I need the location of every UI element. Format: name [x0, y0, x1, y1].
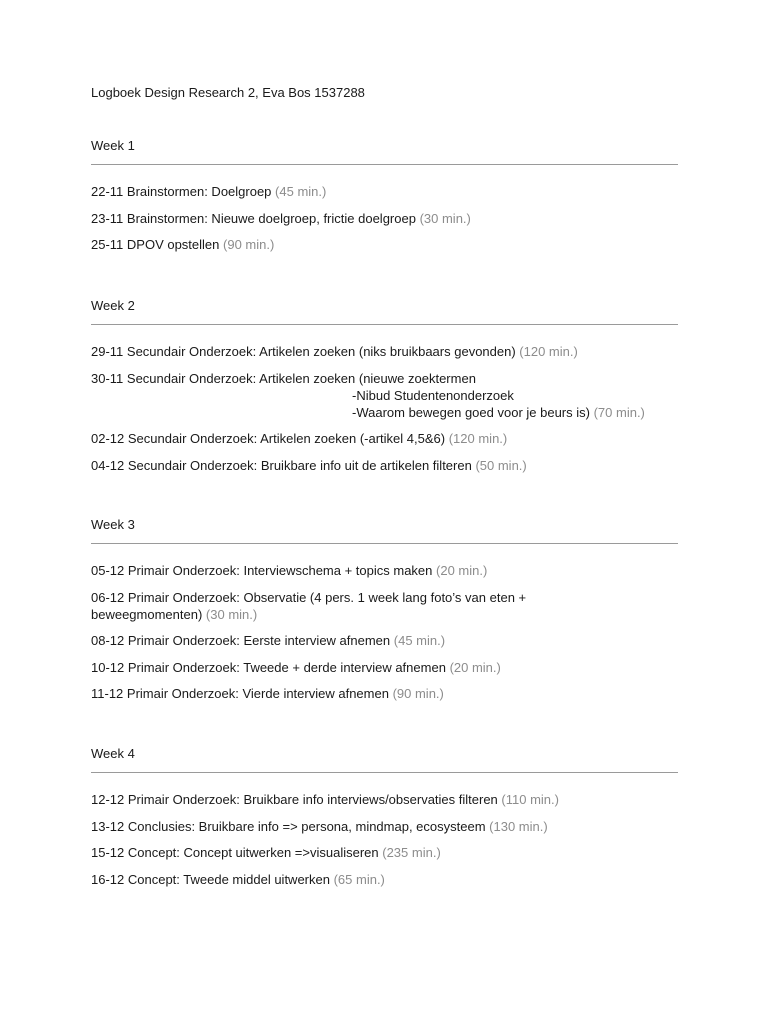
log-entry — [91, 791, 678, 808]
entry-duration: (90 min.) — [223, 237, 275, 252]
entry-text: 05-12 Primair Onderzoek: Interviewschema + topics maken — [91, 563, 433, 578]
entry-duration: (65 min.) — [333, 871, 385, 887]
entry-duration: (110 min.) — [501, 792, 559, 807]
log-entry — [91, 871, 678, 888]
divider — [91, 772, 678, 773]
week-section-3 — [91, 516, 678, 712]
log-entry — [91, 430, 678, 447]
entry-duration: (120 min.) — [519, 344, 578, 359]
entry-text: 02-12 Secundair Onderzoek: Artikelen zoeken (-artikel 4,5&6) — [91, 431, 446, 446]
entry-text: 08-12 Primair Onderzoek: Eerste interview afnemen — [91, 633, 391, 648]
entry-duration: (30 min.) — [419, 210, 471, 226]
log-entry — [91, 370, 678, 421]
entry-text: 23-11 Brainstormen: Nieuwe doelgroep, frictie doelgroep — [91, 210, 416, 226]
log-entry — [91, 685, 678, 702]
entry-text: 25-11 DPOV opstellen — [91, 237, 220, 252]
week-section-2 — [91, 297, 678, 483]
log-entry — [91, 844, 678, 861]
log-entry — [91, 632, 678, 649]
week-heading: Week 3 — [91, 517, 135, 532]
divider — [91, 324, 678, 325]
week-section-4 — [91, 745, 678, 897]
entry-text: 10-12 Primair Onderzoek: Tweede + derde interview afnemen — [91, 659, 446, 675]
log-entry — [91, 236, 678, 253]
divider — [91, 164, 678, 165]
entry-list — [91, 791, 678, 888]
entry-duration: (235 min.) — [382, 845, 441, 860]
log-entry — [91, 183, 678, 200]
entry-duration: (45 min.) — [393, 633, 446, 648]
week-heading: Week 2 — [91, 298, 135, 313]
week-heading: Week 1 — [91, 138, 135, 153]
entry-text: 12-12 Primair Onderzoek: Bruikbare info interviews/observaties filteren — [91, 792, 498, 807]
entry-text: 13-12 Conclusies: Bruikbare info => persona, mindmap, ecosysteem — [91, 818, 486, 834]
entry-duration: (130 min.) — [489, 818, 548, 834]
entry-text: 29-11 Secundair Onderzoek: Artikelen zoeken (niks bruikbaars gevonden) — [91, 344, 520, 359]
entry-list — [91, 562, 678, 702]
week-section-1 — [91, 137, 678, 263]
entry-list — [91, 343, 678, 474]
entry-duration: (50 min.) — [475, 457, 527, 473]
log-entry — [91, 659, 678, 676]
entry-subline-text: -Waarom bewegen goed voor je beurs is) — [352, 404, 590, 420]
entry-duration: (45 min.) — [275, 184, 327, 199]
entry-duration: (70 min.) — [593, 404, 645, 420]
log-entry — [91, 210, 678, 227]
log-entry — [91, 562, 678, 579]
log-entry — [91, 343, 678, 360]
entry-text: 06-12 Primair Onderzoek: Observatie (4 pers. 1 week lang foto’s van eten + beweegmomenten) — [91, 589, 527, 622]
document-title: Logboek Design Research 2, Eva Bos 1537288 — [91, 85, 365, 100]
log-entry — [91, 818, 678, 835]
log-entry — [91, 457, 678, 474]
entry-duration: (30 min.) — [205, 606, 258, 622]
entry-subline: -Nibud Studentenonderzoek — [352, 387, 514, 403]
entry-text: 15-12 Concept: Concept uitwerken =>visualiseren — [91, 845, 379, 860]
entry-text: 04-12 Secundair Onderzoek: Bruikbare info uit de artikelen filteren — [91, 457, 472, 473]
entry-duration: (20 min.) — [449, 659, 501, 675]
entry-text: 30-11 Secundair Onderzoek: Artikelen zoeken (nieuwe zoektermen — [91, 370, 476, 386]
entry-duration: (120 min.) — [448, 431, 508, 446]
entry-text: 22-11 Brainstormen: Doelgroep — [91, 184, 272, 199]
entry-text: 16-12 Concept: Tweede middel uitwerken — [91, 871, 330, 887]
week-heading: Week 4 — [91, 746, 135, 761]
divider — [91, 543, 678, 544]
log-entry — [91, 589, 591, 623]
entry-duration: (20 min.) — [436, 563, 488, 578]
entry-duration: (90 min.) — [392, 686, 444, 701]
entry-text: 11-12 Primair Onderzoek: Vierde interview afnemen — [91, 686, 389, 701]
entry-list — [91, 183, 678, 253]
entry-subline — [91, 404, 678, 421]
